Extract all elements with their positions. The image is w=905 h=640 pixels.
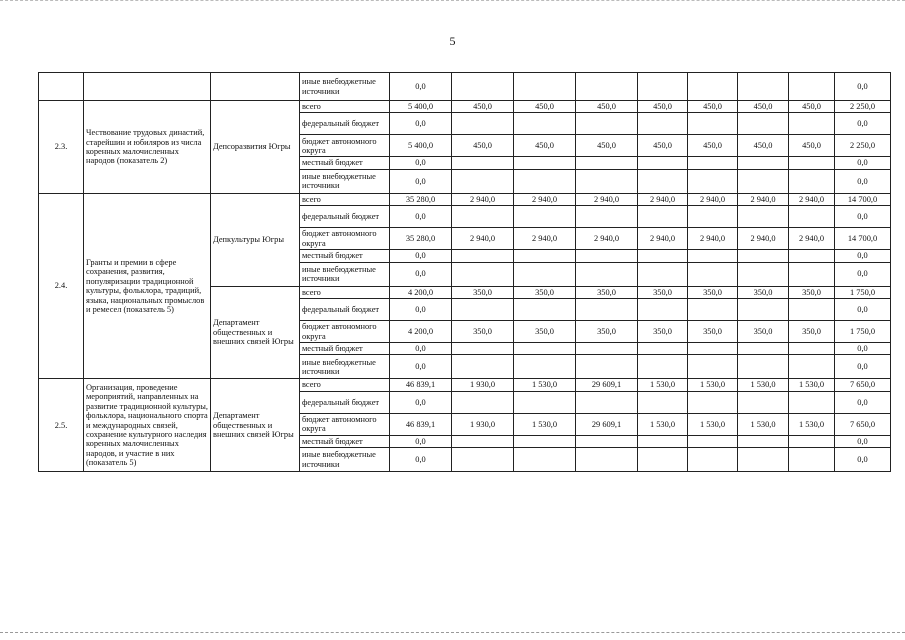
grand-total-cell: 14 700,0: [835, 228, 891, 250]
source-label: иные внебюджетные источники: [300, 355, 390, 379]
year-cell: [638, 250, 688, 262]
year-cell: [576, 299, 638, 321]
organization-cell: [211, 73, 300, 101]
year-cell: 350,0: [738, 286, 789, 298]
year-cell: [514, 262, 576, 286]
year-cell: [688, 73, 738, 101]
year-cell: [452, 169, 514, 193]
year-cell: [789, 355, 835, 379]
source-label: иные внебюджетные источники: [300, 169, 390, 193]
year-cell: 350,0: [789, 321, 835, 343]
year-cell: [576, 73, 638, 101]
source-label: всего: [300, 101, 390, 113]
year-cell: [452, 206, 514, 228]
year-cell: [452, 299, 514, 321]
year-cell: [576, 157, 638, 169]
year-cell: [789, 435, 835, 447]
source-label: местный бюджет: [300, 157, 390, 169]
year-cell: 450,0: [789, 101, 835, 113]
year-cell: 450,0: [452, 101, 514, 113]
year-cell: [688, 448, 738, 472]
item-description: Организация, проведение мероприятий, направленных на развитие традиционной культуры, фольклора, национального спорта и международных связей, сохранение культурного наследия коренных малочисленных народов, и участие в них (показатель 5): [84, 379, 211, 472]
year-cell: [514, 435, 576, 447]
total-cell: 46 839,1: [390, 379, 452, 391]
year-cell: [514, 73, 576, 101]
year-cell: [638, 355, 688, 379]
year-cell: [789, 157, 835, 169]
total-cell: 0,0: [390, 435, 452, 447]
item-code: 2.5.: [39, 379, 84, 472]
year-cell: 1 530,0: [789, 413, 835, 435]
source-label: иные внебюджетные источники: [300, 262, 390, 286]
total-cell: 35 280,0: [390, 228, 452, 250]
responsible-organization: Департамент общественных и внешних связей Югры: [211, 379, 300, 472]
year-cell: [638, 448, 688, 472]
year-cell: [688, 262, 738, 286]
source-label: местный бюджет: [300, 343, 390, 355]
year-cell: 1 930,0: [452, 379, 514, 391]
year-cell: [452, 262, 514, 286]
year-cell: 350,0: [638, 321, 688, 343]
year-cell: 2 940,0: [688, 193, 738, 205]
source-label: федеральный бюджет: [300, 113, 390, 135]
description-cell: [84, 73, 211, 101]
year-cell: [738, 343, 789, 355]
year-cell: 350,0: [688, 286, 738, 298]
year-cell: [452, 250, 514, 262]
year-cell: 450,0: [514, 101, 576, 113]
total-cell: 35 280,0: [390, 193, 452, 205]
total-cell: 0,0: [390, 355, 452, 379]
year-cell: [576, 169, 638, 193]
year-cell: [514, 157, 576, 169]
grand-total-cell: 1 750,0: [835, 321, 891, 343]
year-cell: [738, 157, 789, 169]
item-description: Гранты и премии в сфере сохранения, развития, популяризации традиционной культуры, фольклора, традиций, языка, национальных промыслов и ремесел (показатель 5): [84, 193, 211, 379]
year-cell: [738, 113, 789, 135]
source-label: иные внебюджетные источники: [300, 73, 390, 101]
source-label: местный бюджет: [300, 435, 390, 447]
total-cell: 0,0: [390, 113, 452, 135]
year-cell: [789, 73, 835, 101]
year-cell: 350,0: [514, 321, 576, 343]
year-cell: 1 530,0: [789, 379, 835, 391]
year-cell: [789, 391, 835, 413]
year-cell: 450,0: [738, 101, 789, 113]
grand-total-cell: 0,0: [835, 262, 891, 286]
year-cell: [638, 206, 688, 228]
year-cell: 450,0: [638, 135, 688, 157]
year-cell: 2 940,0: [576, 193, 638, 205]
year-cell: [789, 299, 835, 321]
item-description: Чествование трудовых династий, старейшин и юбиляров из числа коренных малочисленных народов (показатель 2): [84, 101, 211, 194]
year-cell: [688, 355, 738, 379]
scan-bottom-edge: [0, 632, 905, 635]
source-label: бюджет автономного округа: [300, 321, 390, 343]
source-label: бюджет автономного округа: [300, 135, 390, 157]
year-cell: 450,0: [576, 101, 638, 113]
year-cell: 350,0: [452, 286, 514, 298]
year-cell: 2 940,0: [638, 193, 688, 205]
year-cell: [688, 299, 738, 321]
year-cell: 2 940,0: [576, 228, 638, 250]
year-cell: 2 940,0: [514, 228, 576, 250]
year-cell: [514, 448, 576, 472]
year-cell: 450,0: [688, 101, 738, 113]
total-cell: 0,0: [390, 157, 452, 169]
year-cell: [638, 113, 688, 135]
year-cell: 1 530,0: [738, 413, 789, 435]
year-cell: 450,0: [688, 135, 738, 157]
total-cell: 0,0: [390, 299, 452, 321]
total-cell: 4 200,0: [390, 321, 452, 343]
grand-total-cell: 0,0: [835, 250, 891, 262]
year-cell: 450,0: [738, 135, 789, 157]
responsible-organization: Департамент общественных и внешних связей Югры: [211, 286, 300, 379]
year-cell: [452, 391, 514, 413]
year-cell: [738, 355, 789, 379]
total-cell: 0,0: [390, 391, 452, 413]
grand-total-cell: 0,0: [835, 206, 891, 228]
year-cell: [688, 169, 738, 193]
grand-total-cell: 1 750,0: [835, 286, 891, 298]
total-cell: 5 400,0: [390, 101, 452, 113]
year-cell: [688, 157, 738, 169]
grand-total-cell: 0,0: [835, 435, 891, 447]
source-label: иные внебюджетные источники: [300, 448, 390, 472]
year-cell: 2 940,0: [789, 193, 835, 205]
source-label: всего: [300, 379, 390, 391]
year-cell: 2 940,0: [688, 228, 738, 250]
year-cell: 1 530,0: [638, 413, 688, 435]
source-label: бюджет автономного округа: [300, 228, 390, 250]
total-cell: 0,0: [390, 169, 452, 193]
source-label: местный бюджет: [300, 250, 390, 262]
year-cell: [789, 448, 835, 472]
year-cell: [688, 391, 738, 413]
item-code: 2.3.: [39, 101, 84, 194]
year-cell: 450,0: [789, 135, 835, 157]
scan-top-edge: [0, 0, 905, 3]
year-cell: [576, 206, 638, 228]
year-cell: [452, 157, 514, 169]
grand-total-cell: 0,0: [835, 113, 891, 135]
total-cell: 5 400,0: [390, 135, 452, 157]
grand-total-cell: 0,0: [835, 343, 891, 355]
year-cell: 1 530,0: [638, 379, 688, 391]
grand-total-cell: 7 650,0: [835, 413, 891, 435]
source-label: федеральный бюджет: [300, 299, 390, 321]
grand-total-cell: 7 650,0: [835, 379, 891, 391]
year-cell: 450,0: [514, 135, 576, 157]
year-cell: 2 940,0: [452, 228, 514, 250]
year-cell: [738, 206, 789, 228]
year-cell: [789, 206, 835, 228]
total-cell: 0,0: [390, 73, 452, 101]
year-cell: [576, 343, 638, 355]
year-cell: 1 530,0: [688, 413, 738, 435]
year-cell: [789, 343, 835, 355]
year-cell: [452, 113, 514, 135]
year-cell: [688, 206, 738, 228]
year-cell: [452, 73, 514, 101]
year-cell: 450,0: [638, 101, 688, 113]
year-cell: 29 609,1: [576, 413, 638, 435]
total-cell: 46 839,1: [390, 413, 452, 435]
year-cell: [789, 113, 835, 135]
year-cell: [638, 169, 688, 193]
year-cell: [638, 73, 688, 101]
year-cell: [452, 435, 514, 447]
year-cell: 1 530,0: [738, 379, 789, 391]
year-cell: [789, 169, 835, 193]
year-cell: [688, 343, 738, 355]
grand-total-cell: 2 250,0: [835, 101, 891, 113]
total-cell: 4 200,0: [390, 286, 452, 298]
grand-total-cell: 0,0: [835, 73, 891, 101]
year-cell: 350,0: [738, 321, 789, 343]
year-cell: 29 609,1: [576, 379, 638, 391]
year-cell: [688, 113, 738, 135]
total-cell: 0,0: [390, 206, 452, 228]
year-cell: 350,0: [576, 286, 638, 298]
year-cell: [514, 355, 576, 379]
year-cell: 450,0: [576, 135, 638, 157]
year-cell: 350,0: [514, 286, 576, 298]
year-cell: [738, 250, 789, 262]
year-cell: [576, 113, 638, 135]
year-cell: 450,0: [452, 135, 514, 157]
year-cell: 1 530,0: [514, 379, 576, 391]
grand-total-cell: 14 700,0: [835, 193, 891, 205]
year-cell: [576, 355, 638, 379]
source-label: всего: [300, 193, 390, 205]
source-label: всего: [300, 286, 390, 298]
year-cell: 2 940,0: [638, 228, 688, 250]
responsible-organization: Депсоразвития Югры: [211, 101, 300, 194]
grand-total-cell: 0,0: [835, 157, 891, 169]
year-cell: 2 940,0: [789, 228, 835, 250]
year-cell: [576, 391, 638, 413]
year-cell: [738, 262, 789, 286]
source-label: федеральный бюджет: [300, 206, 390, 228]
year-cell: [638, 262, 688, 286]
year-cell: [738, 435, 789, 447]
year-cell: 350,0: [789, 286, 835, 298]
responsible-organization: Депкультуры Югры: [211, 193, 300, 286]
year-cell: [688, 435, 738, 447]
total-cell: 0,0: [390, 250, 452, 262]
year-cell: 2 940,0: [452, 193, 514, 205]
year-cell: [576, 250, 638, 262]
grand-total-cell: 0,0: [835, 448, 891, 472]
page-number: 5: [449, 34, 456, 48]
table-row: [39, 101, 891, 113]
year-cell: [638, 299, 688, 321]
year-cell: 350,0: [638, 286, 688, 298]
grand-total-cell: 0,0: [835, 299, 891, 321]
table-row: [39, 73, 891, 101]
grand-total-cell: 0,0: [835, 355, 891, 379]
year-cell: [789, 250, 835, 262]
year-cell: [452, 448, 514, 472]
grand-total-cell: 0,0: [835, 391, 891, 413]
code-cell: [39, 73, 84, 101]
year-cell: [452, 343, 514, 355]
year-cell: 2 940,0: [738, 193, 789, 205]
year-cell: [514, 206, 576, 228]
year-cell: 350,0: [688, 321, 738, 343]
source-label: федеральный бюджет: [300, 391, 390, 413]
year-cell: [638, 391, 688, 413]
year-cell: 2 940,0: [514, 193, 576, 205]
grand-total-cell: 0,0: [835, 169, 891, 193]
year-cell: [738, 391, 789, 413]
item-code: 2.4.: [39, 193, 84, 379]
year-cell: 2 940,0: [738, 228, 789, 250]
source-label: бюджет автономного округа: [300, 413, 390, 435]
year-cell: [638, 157, 688, 169]
year-cell: [789, 262, 835, 286]
table-row: [39, 193, 891, 205]
year-cell: [738, 448, 789, 472]
year-cell: [738, 299, 789, 321]
grand-total-cell: 2 250,0: [835, 135, 891, 157]
year-cell: [576, 435, 638, 447]
year-cell: [514, 391, 576, 413]
year-cell: [514, 169, 576, 193]
year-cell: 1 530,0: [514, 413, 576, 435]
year-cell: [738, 73, 789, 101]
budget-table: [38, 72, 891, 472]
year-cell: 1 930,0: [452, 413, 514, 435]
year-cell: [576, 448, 638, 472]
year-cell: 1 530,0: [688, 379, 738, 391]
year-cell: [514, 299, 576, 321]
table-row: [39, 379, 891, 391]
year-cell: [514, 250, 576, 262]
year-cell: [452, 355, 514, 379]
year-cell: [638, 435, 688, 447]
total-cell: 0,0: [390, 262, 452, 286]
total-cell: 0,0: [390, 448, 452, 472]
year-cell: 350,0: [452, 321, 514, 343]
year-cell: [576, 262, 638, 286]
total-cell: 0,0: [390, 343, 452, 355]
year-cell: [514, 343, 576, 355]
year-cell: 350,0: [576, 321, 638, 343]
year-cell: [688, 250, 738, 262]
year-cell: [638, 343, 688, 355]
year-cell: [514, 113, 576, 135]
year-cell: [738, 169, 789, 193]
